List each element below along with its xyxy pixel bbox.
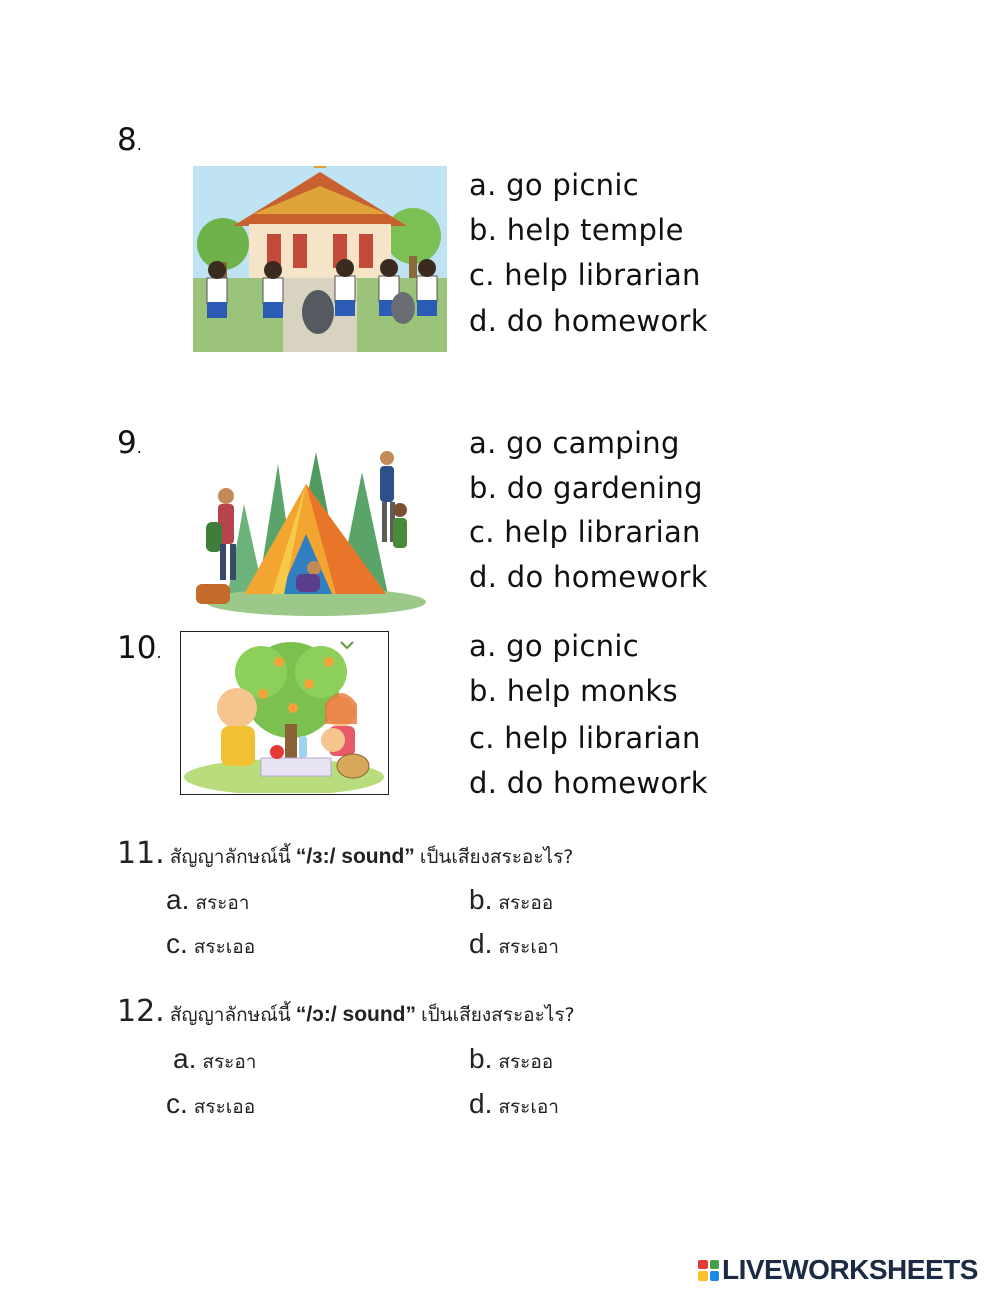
question-12-symbol: “/ɔ:/ sound”: [295, 1003, 417, 1026]
question-12-number: 12.: [117, 994, 165, 1029]
q12-option-c[interactable]: c. สระเออ: [166, 1088, 256, 1119]
logo-square-yellow: [698, 1271, 708, 1281]
q9-option-a[interactable]: a. go camping: [469, 426, 680, 460]
q8-option-a[interactable]: a. go picnic: [469, 168, 639, 202]
q12-option-b[interactable]: b. สระออ: [469, 1043, 554, 1074]
q10-option-a[interactable]: a. go picnic: [469, 629, 639, 663]
q11-option-a[interactable]: a. สระอา: [166, 884, 250, 915]
logo-squares-icon: [698, 1260, 719, 1281]
q8-option-d[interactable]: d. do homework: [469, 304, 708, 338]
family-picnic-illustration: [180, 631, 389, 795]
q11-option-c[interactable]: c. สระเออ: [166, 928, 256, 959]
question-11-number: 11.: [117, 836, 165, 871]
q11-option-d[interactable]: d. สระเอา: [469, 928, 559, 959]
q10-option-d[interactable]: d. do homework: [469, 766, 708, 800]
q8-option-b[interactable]: b. help temple: [469, 213, 684, 247]
camping-tent-illustration: [186, 444, 426, 616]
question-11-suffix: เป็นเสียงสระอะไร?: [419, 846, 574, 868]
q10-option-c[interactable]: c. help librarian: [469, 721, 701, 755]
q12-option-a[interactable]: a. สระอา: [173, 1043, 257, 1074]
question-8-number: 8.: [117, 122, 142, 158]
question-9-number: 9.: [117, 425, 142, 461]
question-12-prefix: สัญญาลักษณ์นี้: [169, 1004, 291, 1026]
question-11-prompt: [117, 836, 573, 872]
question-12-suffix: เป็นเสียงสระอะไร?: [421, 1004, 575, 1026]
q10-option-b[interactable]: b. help monks: [469, 674, 678, 708]
q11-option-b[interactable]: b. สระออ: [469, 884, 554, 915]
q8-option-c[interactable]: c. help librarian: [469, 258, 701, 292]
logo-square-blue: [710, 1271, 720, 1281]
logo-text: LIVEWORKSHEETS: [722, 1254, 978, 1285]
liveworksheets-logo[interactable]: [698, 1254, 978, 1286]
q9-option-d[interactable]: d. do homework: [469, 560, 708, 594]
logo-square-green: [710, 1260, 720, 1270]
question-11-symbol: “/ɜ:/ sound”: [295, 845, 415, 868]
temple-cleanup-illustration: [193, 166, 447, 352]
q9-option-c[interactable]: c. help librarian: [469, 515, 701, 549]
q9-option-b[interactable]: b. do gardening: [469, 471, 703, 505]
logo-square-red: [698, 1260, 708, 1270]
question-12-prompt: [117, 994, 575, 1030]
question-11-prefix: สัญญาลักษณ์นี้: [169, 846, 291, 868]
q12-option-d[interactable]: d. สระเอา: [469, 1088, 559, 1119]
question-10-number: 10.: [117, 630, 162, 666]
